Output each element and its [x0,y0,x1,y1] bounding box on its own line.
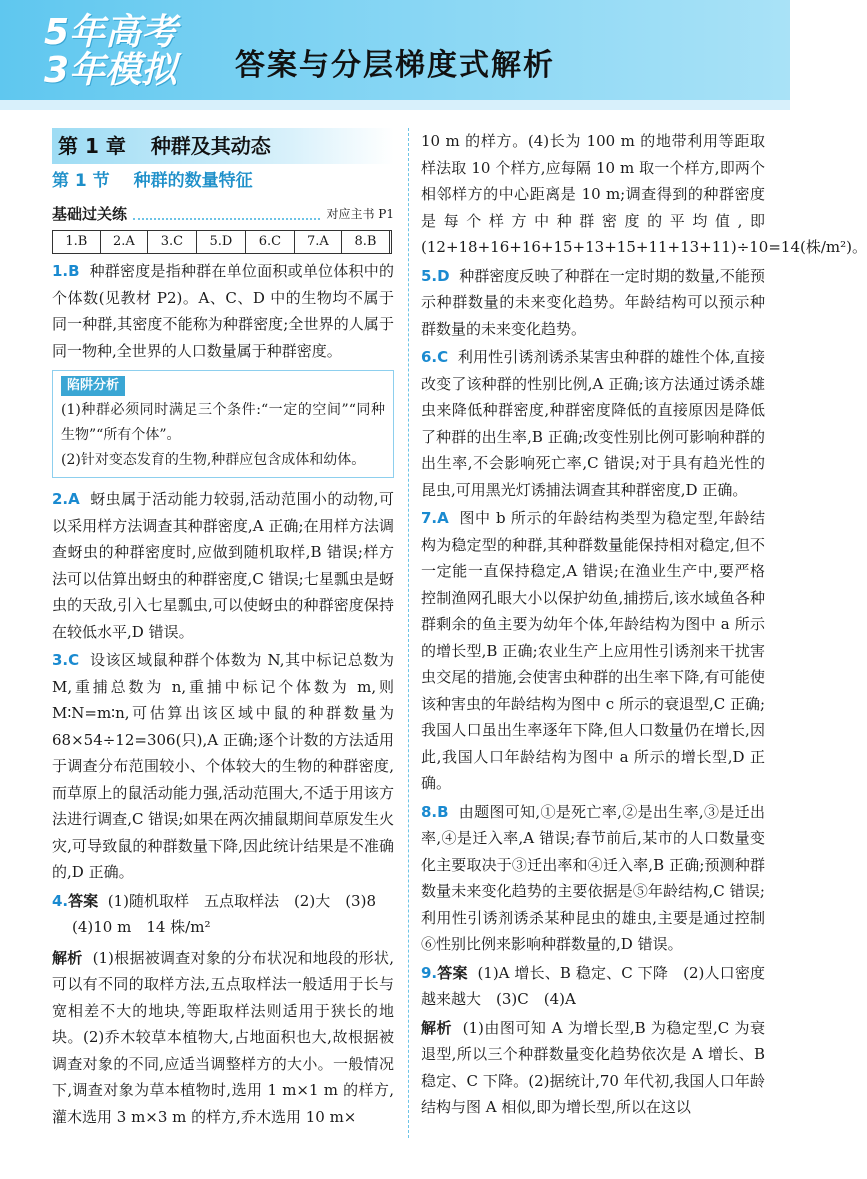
explanation-label: 解析 [52,948,83,967]
answer-cell: 3.C [148,231,197,254]
question-7 [421,505,765,797]
left-column [52,128,394,1130]
question-4-continued: 10 m 的样方。(4)长为 100 m 的地带利用等距取样法取 10 个样方,应每隔 10 m 取一个样方,即两个相邻样方的中心距离是 10 m;调查得到的种群密度是每个样方中种群密度的平均值,即(12+18+16+16+15+13+15+11+13+11)÷10=14(株/m²)。 [421,132,867,256]
question-text: 利用性引诱剂诱杀某害虫种群的雄性个体,直接改变了该种群的性别比例,A 正确;该方法通过诱杀雄虫来降低种群密度,种群密度降低的直接原因是降低了种群的出生率,B 正确;改变性别比例可影响种群的出生率,不会影响死亡率,C 错误;对于具有趋光性的昆虫,可用黑光灯诱捕法调查其种群密度,D 正确。 [421,348,765,499]
answer-text: (1)A 增长、B 稳定、C 下降 (2)人口密度越来越大 (3)C (4)A [421,963,765,1008]
question-5 [421,263,765,343]
chapter-heading [52,128,394,164]
answer-table [52,230,392,254]
answer-cell: 8.B [342,231,390,254]
question-8 [421,799,765,958]
answer-cell: 1.B [53,231,101,254]
question-text: 设该区域鼠种群个体数为 N,其中标记总数为 M,重捕总数为 n,重捕中标记个体数为 m,则 M∶N=m∶n,可估算出该区域中鼠的种群数量为 68×54÷12=306(只),A 正确;逐个计数的方法适用于调查分布范围较小、个体较大的生物的种群密度,而草原上的鼠活动能力强,活动范围大,不适于用该方法进行调查,C 错误;如果在两次捕鼠期间草原发生火灾,可导致鼠的种群数量下降,因此统计结果是不准确的,D 正确。 [52,651,394,881]
question-2 [52,486,394,645]
question-text: 种群密度是指种群在单位面积或单位体积中的个体数(见教材 P2)。A、C、D 中的生物均不属于同一种群,其密度不能称为种群密度;全世界的人属于同一物种,全世界的人口数量属于种群密度。 [52,262,394,360]
answer-cell: 6.C [246,231,295,254]
question-number: 4. [52,891,69,910]
logo-line-2: 3年模拟 [44,50,178,91]
explanation-text: (1)根据被调查对象的分布状况和地段的形状,可以有不同的取样方法,五点取样法一般适用于长与宽相差不大的地块,等距取样法则适用于狭长的地块。(2)乔木较草本植物大,占地面积也大,故根据被调查对象的不同,应适当调整样方的大小。一般情况下,调查对象为草本植物时,选用 1 m×1 m 的样方,灌木选用 3 m×3 m 的样方,乔木选用 10 m× [52,948,394,1126]
question-number: 9. [421,963,438,982]
question-text: 由题图可知,①是死亡率,②是出生率,③是迁出率,④是迁入率,A 错误;春节前后,某市的人口数量变化主要取决于③迁出率和④迁入率,B 正确;预测种群数量未来变化趋势的主要依据是⑤年龄结构,C 错误;利用性引诱剂诱杀某种昆虫的雄虫,主要是通过控制⑥性别比例来影响种群数量的,D 错误。 [421,802,765,953]
answer-text-cont: (4)10 m 14 株/m² [72,918,211,936]
chapter-number: 第 1 章 [58,134,126,158]
section-name: 种群的数量特征 [133,171,253,191]
answer-cell: 2.A [100,231,147,254]
question-number: 5.D [421,266,450,285]
question-3 [52,647,394,886]
question-text: 种群密度反映了种群在一定时期的数量,不能预示种群数量的未来变化趋势。年龄结构可以预示种群数量的未来变化趋势。 [421,266,765,338]
trap-point-2: (2)针对变态发育的生物,种群应包含成体和幼体。 [61,452,366,468]
question-number: 6.C [421,348,449,366]
question-number: 7.A [421,509,449,527]
explanation-text: (1)由图可知 A 为增长型,B 为稳定型,C 为衰退型,所以三个种群数量变化趋势依次是 A 增长、B 稳定、C 下降。(2)据统计,70 年代初,我国人口年龄结构与图 A 相似,即为增长型,所以在这以 [421,1018,765,1116]
question-4 [52,888,394,1131]
question-number: 1.B [52,262,80,280]
question-number: 3.C [52,651,80,669]
explanation [52,945,394,1131]
basic-practice-title: 基础过关练 [52,204,128,223]
question-6 [421,344,765,503]
question-9 [421,960,765,1121]
answer-cell: 7.A [294,231,341,254]
logo-line-1: 5年高考 [44,12,178,53]
question-text: 图中 b 所示的年龄结构类型为稳定型,年龄结构为稳定型的种群,其种群数量能保持相对稳定,但不一定能一直保持稳定,A 错误;在渔业生产中,要严格控制渔网孔眼大小以保护幼鱼,捕捞后,该水域鱼各种群剩余的鱼主要为幼年个体,年龄结构为图中 a 所示的增长型,B 正确;农业生产上应用性引诱剂来干扰害虫交尾的措施,会使害虫种群的出生率下降,有可能使该种害虫的年龄结构为图中 c 所示的衰退型,C 正确;我国人口虽出生率逐年下降,但人口数量仍在增长,因此,我国人口年龄结构为图中 a 所示的增长型,D 正确。 [421,509,766,792]
answer-text: (1)随机取样 五点取样法 (2)大 (3)8 [107,891,376,910]
right-column [421,128,867,1121]
answer-cell: 5.D [196,231,246,254]
answer-cell-empty [389,231,391,254]
section-number: 第 1 节 [52,171,110,191]
dotted-leader [133,208,320,220]
page-header [0,0,790,108]
answer-row [53,231,392,254]
explanation-label: 解析 [421,1018,453,1037]
answer-label: 答案 [68,891,99,910]
section-heading [52,168,394,194]
question-number: 8.B [421,802,449,821]
textbook-reference: 对应主书 P1 [326,206,394,221]
question-number: 2.A [52,490,80,508]
basic-practice-heading [52,202,394,226]
trap-analysis-tag: 陷阱分析 [61,376,125,396]
trap-analysis-box [52,370,394,478]
question-text: 蚜虫属于活动能力较弱,活动范围小的动物,可以采用样方法调查其种群密度,A 正确;在用样方法调查蚜虫的种群密度时,应做到随机取样,B 错误;样方法可以估算出蚜虫的种群密度,C 错误;七星瓢虫是蚜虫的天敌,引入七星瓢虫,可以使蚜虫的种群密度保持在较低水平,D 错误。 [52,490,394,641]
trap-point-1: (1)种群必须同时满足三个条件:“一定的空间”“同种生物”“所有个体”。 [61,402,385,443]
column-divider [408,128,409,1138]
page-title: 答案与分层梯度式解析 [235,48,555,83]
explanation [421,1015,765,1121]
answer-label: 答案 [437,963,468,982]
chapter-name: 种群及其动态 [150,134,271,158]
question-1 [52,258,394,364]
